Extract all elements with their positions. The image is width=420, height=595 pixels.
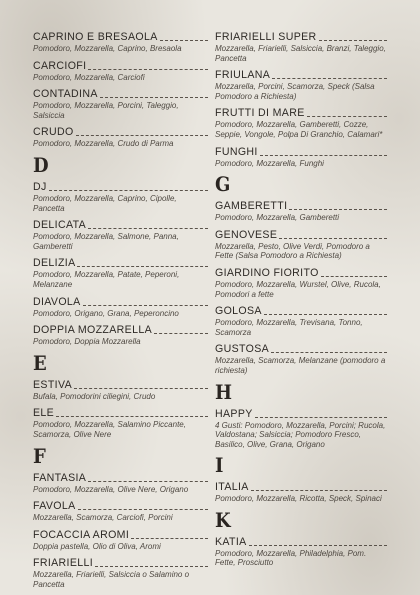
dotted-leader bbox=[279, 237, 387, 239]
pizza-name: DIAVOLA bbox=[33, 295, 81, 308]
menu-item-happy bbox=[215, 408, 387, 450]
menu-item-funghi bbox=[215, 146, 387, 169]
menu-item-header bbox=[215, 31, 387, 43]
dotted-leader bbox=[76, 134, 208, 136]
menu-item-diavola bbox=[33, 296, 208, 319]
menu-item-header bbox=[33, 407, 208, 419]
menu-item-header bbox=[33, 472, 208, 484]
pizza-ingredients: Pomodoro, Origano, Grana, Peperoncino bbox=[33, 308, 179, 318]
menu-item-dj bbox=[33, 181, 208, 213]
menu-item-header bbox=[33, 500, 208, 512]
pizza-ingredients: Pomodoro, Mozzarella, Caprino, Cipolle, Pancetta bbox=[33, 193, 177, 213]
pizza-name: ESTIVA bbox=[33, 378, 72, 391]
menu-item-header bbox=[215, 267, 387, 279]
pizza-name: DELIZIA bbox=[33, 257, 76, 270]
section-letter-i: I bbox=[215, 453, 224, 478]
menu-item-contadina bbox=[33, 88, 208, 120]
pizza-ingredients: Pomodoro, Mozzarella, Porcini, Taleggio, Salsiccia bbox=[33, 101, 179, 120]
menu-item-friarielli bbox=[33, 557, 208, 589]
menu-item-caprino-e-bresaola bbox=[33, 31, 208, 54]
menu-item-header bbox=[33, 181, 208, 193]
pizza-name: FRIULANA bbox=[215, 69, 271, 82]
menu-item-estiva bbox=[33, 379, 208, 402]
menu-item-delizia bbox=[33, 257, 208, 289]
pizza-ingredients: Pomodoro, Mozzarella, Olive Nere, Origano bbox=[33, 484, 189, 494]
menu-item-golosa bbox=[215, 305, 387, 337]
dotted-leader bbox=[321, 275, 387, 277]
pizza-name: FRIARIELLI SUPER bbox=[215, 31, 317, 43]
menu-item-header bbox=[215, 107, 387, 119]
menu-column-right bbox=[215, 31, 387, 574]
section-letter-g: G bbox=[215, 172, 231, 197]
menu-item-crudo bbox=[33, 126, 208, 149]
dotted-leader bbox=[154, 332, 208, 334]
dotted-leader bbox=[307, 115, 387, 117]
dotted-leader bbox=[249, 544, 387, 546]
pizza-ingredients: Mozzarella, Pesto, Olive Verdi, Pomodoro a Fette (Salsa Pomodoro a Richiesta) bbox=[215, 241, 370, 261]
pizza-name: HAPPY bbox=[215, 407, 253, 420]
dotted-leader bbox=[251, 489, 387, 491]
menu-item-header bbox=[215, 229, 387, 241]
dotted-leader bbox=[160, 39, 208, 41]
pizza-name: DJ bbox=[33, 180, 47, 193]
dotted-leader bbox=[264, 313, 387, 315]
menu-item-header bbox=[215, 69, 387, 81]
pizza-ingredients: Pomodoro, Doppia Mozzarella bbox=[33, 337, 141, 347]
menu-item-header bbox=[33, 257, 208, 269]
menu-item-header bbox=[33, 529, 208, 541]
section-letter-k: K bbox=[215, 507, 231, 532]
pizza-ingredients: Mozzarella, Friarielli, Salsiccia, Branzi, Taleggio, Pancetta bbox=[215, 44, 386, 63]
pizza-ingredients: Pomodoro, Mozzarella, Caprino, Bresaola bbox=[33, 44, 182, 53]
pizza-ingredients: Pomodoro, Mozzarella, Funghi bbox=[215, 158, 324, 168]
section-letter-e: E bbox=[33, 350, 47, 375]
menu-item-focaccia-aromi bbox=[33, 529, 208, 552]
dotted-leader bbox=[78, 508, 208, 510]
menu-item-delicata bbox=[33, 219, 208, 251]
menu-item-gamberetti bbox=[215, 200, 387, 223]
menu-item-carciofi bbox=[33, 60, 208, 83]
menu-item-header bbox=[33, 88, 208, 100]
pizza-name: FOCACCIA AROMI bbox=[33, 528, 130, 541]
pizza-name: CARCIOFI bbox=[33, 59, 87, 72]
menu-item-header bbox=[33, 324, 208, 336]
dotted-leader bbox=[88, 227, 208, 229]
menu-item-header bbox=[33, 379, 208, 391]
pizza-name: GUSTOSA bbox=[215, 343, 270, 356]
pizza-ingredients: Pomodoro, Mozzarella, Salamino Piccante, Scamorza, Olive Nere bbox=[33, 420, 186, 439]
dotted-leader bbox=[272, 77, 387, 79]
menu-item-italia bbox=[215, 481, 387, 504]
pizza-ingredients: Doppia pastella, Olio di Oliva, Aromi bbox=[33, 541, 161, 551]
section-letter-d: D bbox=[33, 152, 49, 177]
menu-item-header bbox=[215, 408, 387, 420]
pizza-name: DOPPIA MOZZARELLA bbox=[33, 324, 152, 337]
menu-item-fantasia bbox=[33, 472, 208, 495]
pizza-name: FRUTTI DI MARE bbox=[215, 107, 305, 120]
pizza-name: FRIARIELLI bbox=[33, 557, 94, 570]
menu-item-ele bbox=[33, 407, 208, 439]
dotted-leader bbox=[88, 68, 208, 70]
menu-item-gustosa bbox=[215, 343, 387, 375]
pizza-name: GENOVESE bbox=[215, 228, 278, 241]
pizza-name: DELICATA bbox=[33, 219, 87, 232]
menu-item-header bbox=[215, 343, 387, 355]
pizza-ingredients: Mozzarella, Scamorza, Melanzane (pomodoro a richiesta) bbox=[215, 356, 386, 375]
dotted-leader bbox=[100, 96, 208, 98]
pizza-name: GAMBERETTI bbox=[215, 200, 288, 213]
pizza-ingredients: Pomodoro, Mozzarella, Patate, Peperoni, Melanzane bbox=[33, 270, 180, 289]
dotted-leader bbox=[131, 537, 208, 539]
pizza-name: ELE bbox=[33, 407, 55, 420]
dotted-leader bbox=[88, 480, 208, 482]
menu-item-header bbox=[33, 126, 208, 138]
pizza-name: CAPRINO E BRESAOLA bbox=[33, 31, 158, 43]
section-letter-f: F bbox=[33, 443, 46, 468]
pizza-name: FUNGHI bbox=[215, 145, 258, 158]
pizza-ingredients: Pomodoro, Mozzarella, Philadelphia, Pom. Fette, Prosciutto bbox=[215, 548, 367, 568]
menu-item-friarielli-super bbox=[215, 31, 387, 63]
pizza-ingredients: Pomodoro, Mozzarella, Trevisana, Tonno, Scamorza bbox=[215, 318, 363, 337]
pizza-ingredients: Pomodoro, Mozzarella, Wurstel, Olive, Rucola, Pomodori a fette bbox=[215, 279, 381, 299]
menu-column-left bbox=[33, 31, 208, 595]
dotted-leader bbox=[289, 208, 387, 210]
pizza-ingredients: Mozzarella, Scamorza, Carciofi, Porcini bbox=[33, 513, 173, 523]
menu-item-friulana bbox=[215, 69, 387, 101]
menu-item-header bbox=[33, 219, 208, 231]
menu-item-favola bbox=[33, 500, 208, 523]
pizza-ingredients: Mozzarella, Friarielli, Salsiccia o Salamino o Pancetta bbox=[33, 570, 190, 589]
pizza-ingredients: Bufala, Pomodorini ciliegini, Crudo bbox=[33, 391, 156, 401]
menu-item-frutti-di-mare bbox=[215, 107, 387, 139]
menu-item-doppia-mozzarella bbox=[33, 324, 208, 347]
dotted-leader bbox=[83, 304, 208, 306]
menu-item-header bbox=[33, 557, 208, 569]
pizza-ingredients: Pomodoro, Mozzarella, Gamberetti bbox=[215, 213, 340, 223]
section-letter-h: H bbox=[215, 379, 233, 404]
menu-item-genovese bbox=[215, 229, 387, 261]
dotted-leader bbox=[77, 265, 208, 267]
pizza-ingredients: Pomodoro, Mozzarella, Ricotta, Speck, Spinaci bbox=[215, 494, 382, 504]
menu-item-giardino-fiorito bbox=[215, 267, 387, 299]
dotted-leader bbox=[255, 416, 387, 418]
menu-item-header bbox=[215, 200, 387, 212]
pizza-name: ITALIA bbox=[215, 481, 249, 494]
dotted-leader bbox=[49, 189, 208, 191]
pizza-name: GIARDINO FIORITO bbox=[215, 266, 319, 279]
menu-item-header bbox=[33, 31, 208, 43]
pizza-name: CONTADINA bbox=[33, 88, 98, 101]
pizza-ingredients: Pomodoro, Mozzarella, Salmone, Panna, Gamberetti bbox=[33, 232, 179, 251]
pizza-ingredients: Pomodoro, Mozzarella, Crudo di Parma bbox=[33, 139, 174, 149]
pizza-ingredients: Pomodoro, Mozzarella, Carciofi bbox=[33, 72, 145, 82]
pizza-name: KATIA bbox=[215, 535, 247, 548]
pizza-name: CRUDO bbox=[33, 126, 74, 139]
pizza-name: FANTASIA bbox=[33, 471, 87, 484]
menu-item-header bbox=[215, 481, 387, 493]
menu-item-header bbox=[33, 60, 208, 72]
menu-item-header bbox=[215, 536, 387, 548]
menu-item-header bbox=[33, 296, 208, 308]
dotted-leader bbox=[56, 415, 208, 417]
menu-item-header bbox=[215, 146, 387, 158]
dotted-leader bbox=[260, 154, 387, 156]
pizza-name: FAVOLA bbox=[33, 500, 76, 513]
pizza-name: GOLOSA bbox=[215, 305, 262, 318]
menu-item-header bbox=[215, 305, 387, 317]
pizza-ingredients: Mozzarella, Porcini, Scamorza, Speck (Salsa Pomodoro a Richiesta) bbox=[215, 82, 375, 101]
dotted-leader bbox=[271, 351, 387, 353]
dotted-leader bbox=[95, 565, 208, 567]
dotted-leader bbox=[319, 39, 387, 41]
menu-item-katia bbox=[215, 536, 387, 568]
pizza-ingredients: 4 Gusti: Pomodoro, Mozzarella, Porcini; Rucola, Valdostana; Salsiccia; Pomodoro Fresco, Basilico, Olive, Grana, Origano bbox=[215, 420, 386, 449]
pizza-ingredients: Pomodoro, Mozzarella, Gamberetti, Cozze, Seppie, Vongole, Polpa Di Granchio, Calamari* bbox=[215, 120, 383, 139]
dotted-leader bbox=[74, 387, 208, 389]
